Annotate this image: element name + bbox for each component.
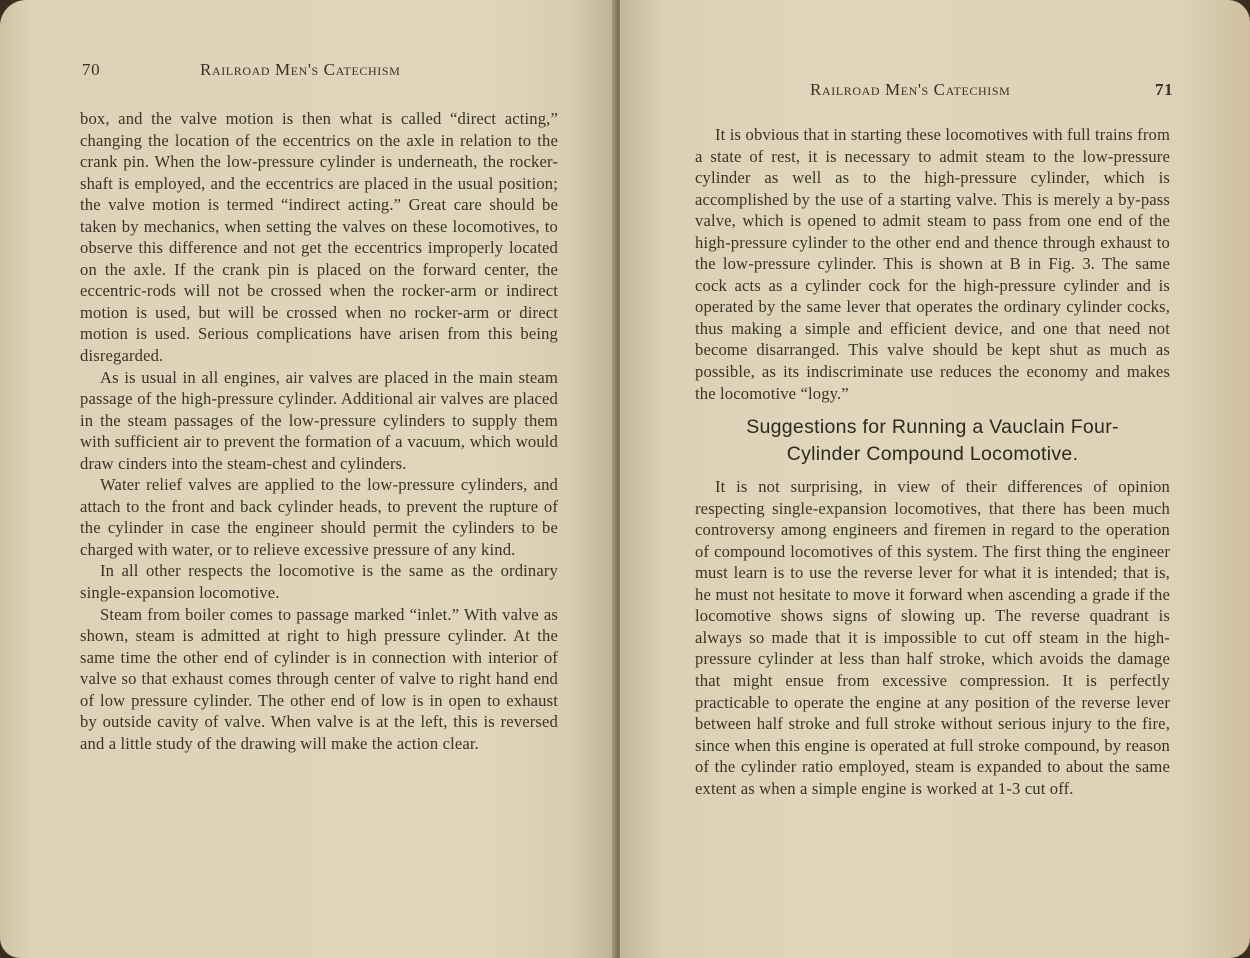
- left-page: [0, 0, 615, 958]
- paragraph: It is not surprising, in view of their differences of opinion respecting single-expansion locomotives, that there has been much controversy among engineers and firemen in regard to the operation of compound locomotives of this system. The first thing the engineer must learn is to use the reverse lever for what it is intended; that is, he must not hesitate to move it forward when ascending a grade if the locomotive shows signs of slowing up. The reverse quadrant is always so made that it is impossible to cut off steam in the high-pressure cylinder at less than half stroke, which avoids the damage that might ensue from excessive compression. It is perfectly practicable to operate the engine at any position of the reverse lever between half stroke and full stroke without serious injury to the fire, since when this engine is operated at full stroke compound, by reason of the cylinder ratio employed, steam is expanded to about the same extent as when a simple engine is worked at 1-3 cut off.: [695, 477, 1170, 798]
- section-heading-line-1: Suggestions for Running a Vauclain Four-: [746, 416, 1119, 439]
- paragraph: It is obvious that in starting these locomotives with full trains from a state of rest, it is necessary to admit steam to the low-pressure cylinder as well as to the high-pressure cylinder, which is accomplished by the use of a starting valve. This is merely a by-pass valve, which is opened to admit steam to pass from one end of the high-pressure cylinder to the other end and thence through exhaust to the low-pressure cylinder. This is shown at B in Fig. 3. The same cock acts as a cylinder cock for the high-pressure cylinder and is operated by the same lever that operates the ordinary cylinder cocks, thus making a simple and efficient device, and one that need not become disarranged. This valve should be kept shut as much as possible, as its indiscriminate use reduces the economy and makes the locomotive “logy.”: [695, 125, 1170, 403]
- left-page-number: 70: [82, 60, 101, 79]
- section-heading-line-2: Cylinder Compound Locomotive.: [786, 443, 1079, 466]
- left-running-head: Railroad Men's Catechism: [200, 60, 401, 79]
- paragraph: box, and the valve motion is then what is called “direct acting,” changing the location of the eccentrics on the axle in relation to the crank pin. When the low-pressure cylinder is underneath, the rocker-shaft is employed, and the eccentrics are placed in the usual position; the valve motion is termed “indirect acting.” Great care should be taken by mechanics, when setting the valves on these locomotives, to observe this difference and not get the eccentrics improperly located on the axle. If the crank pin is placed on the forward center, the eccentric-rods will not be crossed when the rocker-arm or indirect motion is used, but will be crossed when no rocker-arm or direct motion is used. Serious complications have arisen from this being disregarded.: [80, 109, 558, 366]
- paragraph: As is usual in all engines, air valves are placed in the main steam passage of the high-pressure cylinder. Additional air valves are placed in the steam passages of the low-pressure cylinders to supply them with sufficient air to prevent the formation of a vacuum, which would draw cinders into the steam-chest and cylinders.: [80, 367, 558, 473]
- left-page-body: [80, 108, 558, 754]
- right-page-number: 71: [1155, 80, 1174, 99]
- paragraph: Steam from boiler comes to passage marked “inlet.” With valve as shown, steam is admitted at right to high pressure cylinder. At the same time the other end of cylinder is in connection with interior of valve so that exhaust comes through center of valve to right hand end of low pressure cylinder. The other end of low is in open to exhaust by outside cavity of valve. When valve is at the left, this is reversed and a little study of the drawing will make the action clear.: [80, 604, 558, 753]
- paragraph: In all other respects the locomotive is the same as the ordinary single-expansion locomotive.: [80, 561, 558, 603]
- right-page-body: [695, 124, 1170, 799]
- paragraph: Water relief valves are applied to the low-pressure cylinders, and attach to the front and back cylinder heads, to prevent the rupture of the cylinder in case the engineer should permit the cylinders to be charged with water, or to relieve excessive pressure of any kind.: [80, 475, 558, 559]
- section-heading: [695, 414, 1170, 468]
- right-running-head: Railroad Men's Catechism: [810, 80, 1011, 99]
- right-page: [620, 0, 1250, 958]
